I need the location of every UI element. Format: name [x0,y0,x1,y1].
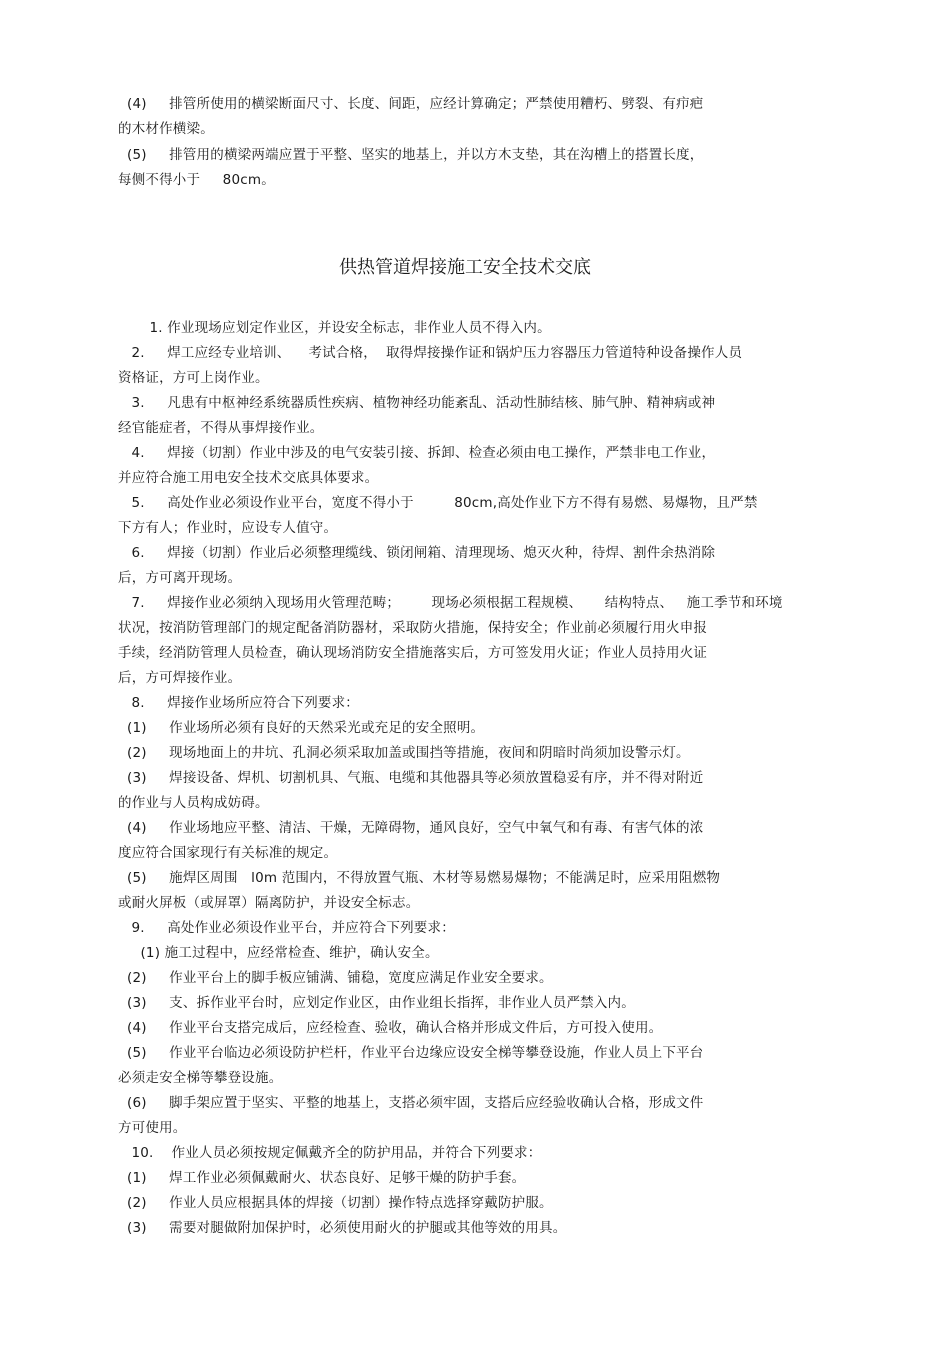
text-line: 手续，经消防管理人员检查，确认现场消防安全措施落实后，方可签发用火证；作业人员持用火证 [118,645,708,661]
text-line: (3) 需要对腿做附加保护时，必须使用耐火的护腿或其他等效的用具。 [118,1220,567,1236]
text-line: 每侧不得小于 80cm。 [118,172,275,188]
text-line: 必须走安全梯等攀登设施。 [118,1070,283,1086]
text-line: 1. 作业现场应划定作业区，并设安全标志，非作业人员不得入内。 [118,320,551,336]
text-line: 方可使用。 [118,1120,187,1136]
text-line: (2) 作业平台上的脚手板应铺满、铺稳，宽度应满足作业安全要求。 [118,970,553,986]
text-line: 状况，按消防管理部门的规定配备消防器材，采取防火措施，保持安全；作业前必须履行用火申报 [118,620,708,636]
text-line: (5) 排管用的横梁两端应置于平整、坚实的地基上，并以方木支垫，其在沟槽上的搭置长度， [118,147,704,163]
text-line: 6. 焊接（切割）作业后必须整理缆线、锁闭闸箱、清理现场、熄灭火种，待焊、割件余热消除 [118,545,716,561]
text-line: 2. 焊工应经专业培训、 考试合格， 取得焊接操作证和锅炉压力容器压力管道特种设备操作人员 [118,345,743,361]
text-line: 后，方可焊接作业。 [118,670,242,686]
text-line: 或耐火屏板（或屏罩）隔离防护，并设安全标志。 [118,895,420,911]
text-line: 度应符合国家现行有关标准的规定。 [118,845,338,861]
text-line: 后，方可离开现场。 [118,570,242,586]
text-line: 并应符合施工用电安全技术交底具体要求。 [118,470,379,486]
text-line: (4) 作业场地应平整、清洁、干燥，无障碍物，通风良好，空气中氧气和有毒、有害气体的浓 [118,820,704,836]
text-line: (4) 排管所使用的横梁断面尺寸、长度、间距，应经计算确定；严禁使用糟朽、劈裂、有疖疤 [118,96,704,112]
text-line: 4. 焊接（切割）作业中涉及的电气安装引接、拆卸、检查必须由电工操作，严禁非电工作业， [118,445,716,461]
text-line: (2) 作业人员应根据具体的焊接（切割）操作特点选择穿戴防护服。 [118,1195,553,1211]
text-line: 3. 凡患有中枢神经系统器质性疾病、植物神经功能紊乱、活动性肺结核、肺气肿、精神病或神 [118,395,716,411]
text-line: 的木材作横梁。 [118,121,214,137]
text-line: (4) 作业平台支搭完成后，应经检查、验收，确认合格并形成文件后，方可投入使用。 [118,1020,663,1036]
text-line: 资格证，方可上岗作业。 [118,370,269,386]
text-line: (3) 支、拆作业平台时，应划定作业区，由作业组长指挥，非作业人员严禁入内。 [118,995,635,1011]
text-line: 7. 焊接作业必须纳入现场用火管理范畴； 现场必须根据工程规模、 结构特点、 施工季节和环境 [118,595,783,611]
text-line: (5) 施焊区周围 l0m 范围内，不得放置气瓶、木材等易燃易爆物；不能满足时，应采用阻燃物 [118,870,721,886]
text-line: (1) 焊工作业必须佩戴耐火、状态良好、足够干燥的防护手套。 [118,1170,526,1186]
text-line: 下方有人；作业时，应设专人值守。 [118,520,338,536]
text-line: 8. 焊接作业场所应符合下列要求： [118,695,360,711]
document-title: 供热管道焊接施工安全技术交底 [339,257,591,278]
text-line: 10. 作业人员必须按规定佩戴齐全的防护用品，并符合下列要求： [118,1145,542,1161]
text-line: (6) 脚手架应置于坚实、平整的地基上，支搭必须牢固，支搭后应经验收确认合格，形成文件 [118,1095,704,1111]
text-line: 9. 高处作业必须设作业平台，并应符合下列要求： [118,920,455,936]
text-line: 经官能症者，不得从事焊接作业。 [118,420,324,436]
text-line: (1) 施工过程中，应经常检查、维护，确认安全。 [118,945,439,961]
text-line: (2) 现场地面上的井坑、孔洞必须采取加盖或围挡等措施，夜间和阴暗时尚须加设警示灯。 [118,745,690,761]
text-line: 5. 高处作业必须设作业平台，宽度不得小于 80cm,高处作业下方不得有易燃、易爆物，且严禁 [118,495,758,511]
text-line: (3) 焊接设备、焊机、切割机具、气瓶、电缆和其他器具等必须放置稳妥有序，并不得对附近 [118,770,704,786]
text-line: 的作业与人员构成妨碍。 [118,795,269,811]
text-line: (5) 作业平台临边必须设防护栏杆，作业平台边缘应设安全梯等攀登设施，作业人员上下平台 [118,1045,704,1061]
text-line: (1) 作业场所必须有良好的天然采光或充足的安全照明。 [118,720,485,736]
